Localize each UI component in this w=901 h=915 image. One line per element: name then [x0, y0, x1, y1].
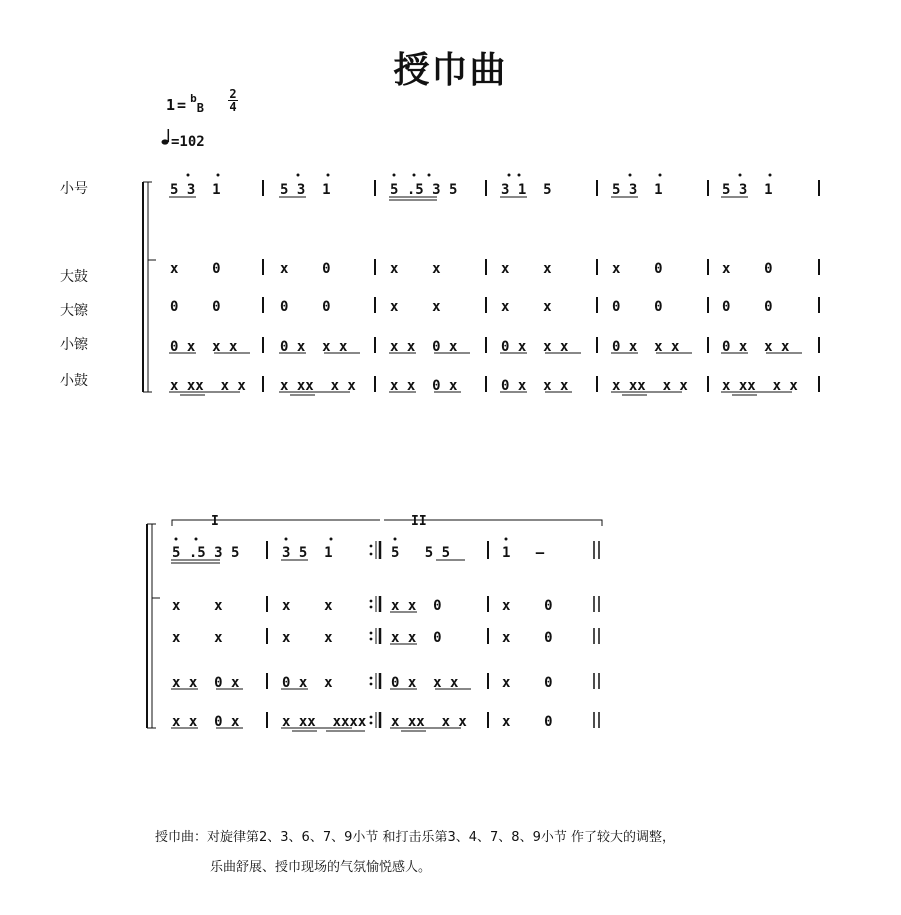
notation-text: x xx x x	[391, 714, 467, 730]
notation-text: x x	[501, 299, 552, 315]
system2-measure-1	[172, 545, 240, 730]
notation-text: x x	[501, 261, 552, 277]
notation-text: 5 3 1	[612, 182, 663, 198]
notation-text: x x	[282, 630, 333, 646]
tempo-marking: =102	[161, 128, 205, 150]
notation-text: 5 3 1	[170, 182, 221, 198]
notation-text: x xx xxxx	[282, 714, 367, 730]
notation-text: x x	[282, 598, 333, 614]
system1-bracket	[143, 182, 156, 392]
system2-measure-3	[391, 545, 467, 730]
notation-text: 0 0	[722, 299, 773, 315]
system1-octave-dots	[187, 174, 772, 177]
notation-text: 0 x x x	[612, 339, 680, 355]
system2-measure-2	[282, 545, 367, 730]
notation-text: x x 0	[391, 598, 442, 614]
notation-text: x x	[172, 630, 223, 646]
notation-text: 5 3 1	[722, 182, 773, 198]
notation-text: 0 x x x	[501, 378, 569, 394]
system2-octave-dots	[175, 538, 508, 541]
system2-bracket	[147, 524, 160, 728]
notation-text: x x 0 x	[390, 378, 458, 394]
instrument-label-cymbal: 大镲	[60, 303, 88, 319]
system1-measure-1	[170, 182, 246, 394]
notation-text: 5 5 5	[391, 545, 451, 561]
notation-text: 5 .5 3 5	[172, 545, 240, 561]
system1-measure-5	[612, 182, 688, 394]
notation-text: x xx x x	[612, 378, 688, 394]
notation-text: 0 x x x	[722, 339, 790, 355]
system1-measure-2	[280, 182, 356, 394]
notation-text: x x	[390, 299, 441, 315]
system1-measure-4	[501, 182, 569, 394]
system2-measure-4	[502, 545, 553, 730]
notation-text: x x 0 x	[390, 339, 458, 355]
notation-text: 0 x x	[282, 675, 333, 691]
notation-text: 0 0	[280, 299, 331, 315]
notation-text: 0 x x x	[391, 675, 459, 691]
system1-barlines	[263, 180, 819, 392]
key-signature: 1 = $^b$B	[166, 92, 204, 115]
volta-2-label: II	[411, 514, 427, 529]
repeat-barlines	[370, 541, 380, 728]
notation-text: x 0	[612, 261, 663, 277]
instrument-label-snare-drum: 小鼓	[60, 373, 88, 389]
notation-text: 0 x x x	[170, 339, 238, 355]
notation-text: x 0	[502, 714, 553, 730]
system1-underlines	[169, 197, 802, 395]
footnote-line-1: 授巾曲：对旋律第2、3、6、7、9小节 和打击乐第3、4、7、8、9小节 作了较大的调整，	[155, 830, 675, 845]
notation-text: 5 3 1	[280, 182, 331, 198]
notation-text: 1 —	[502, 545, 545, 561]
volta-1-label: I	[211, 514, 219, 529]
notation-text: 0 x x x	[501, 339, 569, 355]
footnote-line-2: 乐曲舒展、授巾现场的气氛愉悦感人。	[210, 860, 432, 875]
instrument-label-trumpet: 小号	[60, 181, 88, 197]
notation-text: 0 0	[612, 299, 663, 315]
notation-text: x 0	[722, 261, 773, 277]
notation-text: x xx x x	[722, 378, 798, 394]
instrument-label-bass-drum: 大鼓	[60, 269, 88, 285]
notation-text: x 0	[502, 630, 553, 646]
instrument-label-small-cymbal: 小镲	[60, 337, 88, 353]
notation-text: x xx x x	[280, 378, 356, 394]
notation-text: x 0	[280, 261, 331, 277]
notation-text: x xx x x	[170, 378, 246, 394]
notation-text: 0 x x x	[280, 339, 348, 355]
notation-text: x 0	[502, 675, 553, 691]
notation-text: x x	[172, 598, 223, 614]
system1-measure-6	[722, 182, 798, 394]
notation-text: 0 0	[170, 299, 221, 315]
page-title: 授巾曲	[393, 50, 508, 91]
notation-text: 3 1 5	[501, 182, 552, 198]
notation-text: 3 5 1	[282, 545, 333, 561]
notation-text: x x 0 x	[172, 714, 240, 730]
volta-brackets	[172, 520, 602, 526]
time-signature: 2 4	[229, 87, 237, 114]
notation-text: x x 0	[391, 630, 442, 646]
system1-measure-3	[390, 182, 458, 394]
notation-text: 5 .5 3 5	[390, 182, 458, 198]
notation-text: x x 0 x	[172, 675, 240, 691]
final-barlines	[594, 541, 599, 728]
notation-text: x 0	[502, 598, 553, 614]
notation-text: x x	[390, 261, 441, 277]
notation-text: x 0	[170, 261, 221, 277]
